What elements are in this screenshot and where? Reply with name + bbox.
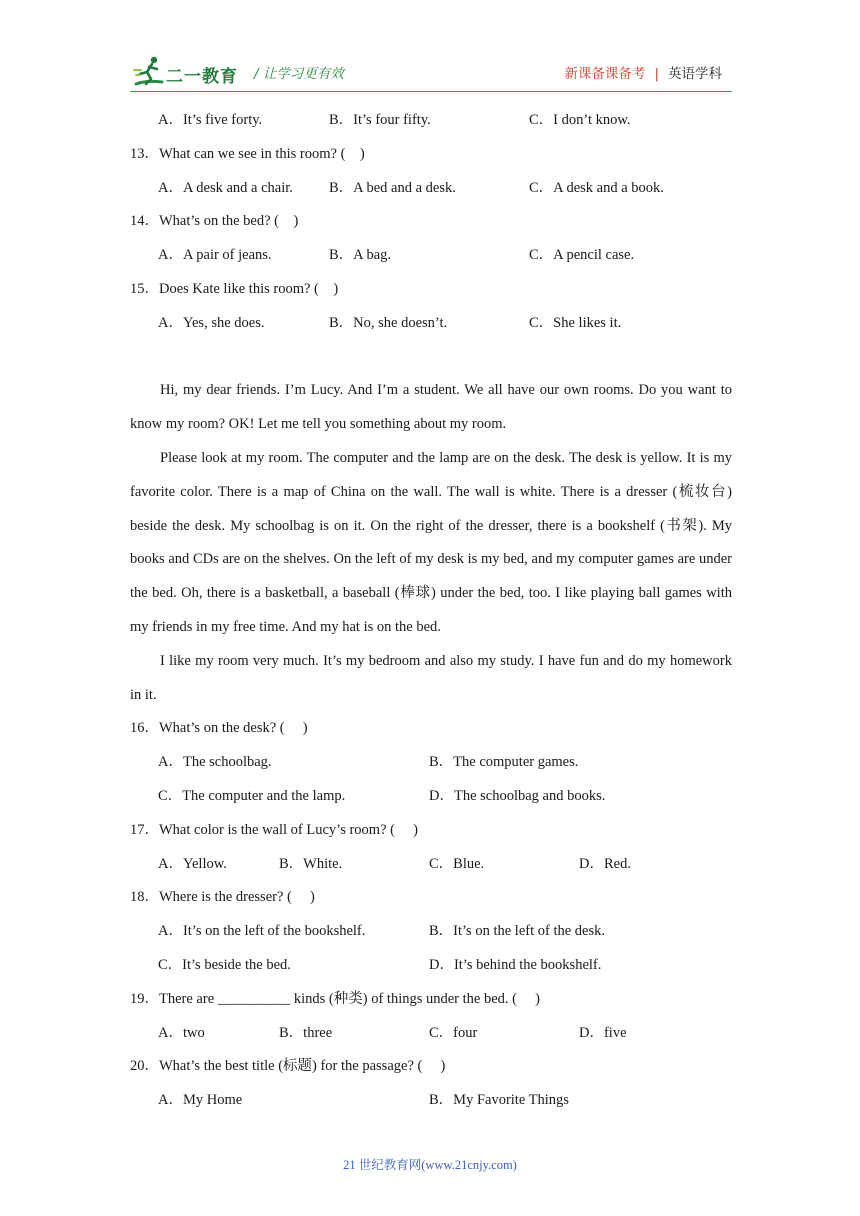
question-text: 14．What’s on the bed? ( ) xyxy=(130,213,299,230)
question-text: 18．Where is the dresser? ( ) xyxy=(130,889,315,906)
option-a: A．My Home xyxy=(158,1092,243,1109)
passage-paragraph-2: Please look at my room. The computer and the lamp are on the desk. The desk is yellow. It is my favorite color. There is a map of China on the wall. The wall is white. There is a dresser (梳妆台) beside the desk. My schoolbag is on it. On the right of the dresser, there is a bookshelf (书架). My books and CDs are on the shelves. On the left of my desk is my bed, and my computer games are under the bed. Oh, there is a basketball, a baseball (棒球) under the bed, too. I like playing ball games with my friends in my free time. And my hat is on the bed. xyxy=(130,449,732,635)
question-text: 17．What color is the wall of Lucy’s room? ( ) xyxy=(130,821,418,838)
option-c: C．four xyxy=(429,1024,478,1041)
passage-paragraph-1: Hi, my dear friends. I’m Lucy. And I’m a student. We all have our own rooms. Do you want to know my room? OK! Let me tell you something about my room. xyxy=(130,382,732,433)
question-16 xyxy=(130,712,732,746)
option-a: A．two xyxy=(158,1024,205,1041)
question-20 xyxy=(130,1050,732,1084)
question-text: 16．What’s on the desk? ( ) xyxy=(130,720,308,737)
logo-text: 二一教育 xyxy=(166,67,238,87)
question-text: 15．Does Kate like this room? ( ) xyxy=(130,280,339,297)
option-b: B．It’s on the left of the desk. xyxy=(429,923,605,940)
option-a: A．The schoolbag. xyxy=(158,754,272,771)
question-text: 19．There are __________ kinds (种类) of things under the bed. ( ) xyxy=(130,990,540,1007)
option-b: B．A bed and a desk. xyxy=(329,179,456,196)
question-14 xyxy=(130,205,732,239)
question-text: 13．What can we see in this room? ( ) xyxy=(130,145,365,162)
header-right xyxy=(564,62,722,82)
option-d: D．The schoolbag and books. xyxy=(429,787,606,804)
option-c: C．Blue. xyxy=(429,855,485,872)
header-divider xyxy=(130,91,732,92)
option-c: C．It’s beside the bed. xyxy=(158,956,291,973)
question-14-options xyxy=(130,239,732,273)
question-17 xyxy=(130,814,732,848)
question-13 xyxy=(130,138,732,172)
option-b: B．It’s four fifty. xyxy=(329,112,431,128)
option-c: C．She likes it. xyxy=(529,314,622,331)
question-17-options xyxy=(130,848,732,882)
runner-logo-icon xyxy=(132,54,166,88)
option-b: B．My Favorite Things xyxy=(429,1092,569,1109)
question-20-options xyxy=(130,1084,732,1118)
option-a: A．A desk and a chair. xyxy=(158,179,293,196)
question-19-options xyxy=(130,1017,732,1051)
question-18-options-row2 xyxy=(130,949,732,983)
exam-content xyxy=(130,104,732,1118)
question-16-options-row2 xyxy=(130,780,732,814)
question-18 xyxy=(130,881,732,915)
section-gap xyxy=(130,341,732,375)
option-c: C．I don’t know. xyxy=(529,112,631,128)
question-16-options-row1 xyxy=(130,746,732,780)
option-a: A．It’s five forty. xyxy=(158,112,263,128)
option-b: B．A bag. xyxy=(329,247,392,264)
option-d: D．five xyxy=(579,1024,627,1041)
question-15 xyxy=(130,273,732,307)
option-d: D．It’s behind the bookshelf. xyxy=(429,956,602,973)
brand-logo xyxy=(132,54,242,90)
option-b: B．No, she doesn’t. xyxy=(329,314,448,331)
option-c: C．A pencil case. xyxy=(529,247,635,264)
page-header xyxy=(0,0,860,92)
option-b: B．three xyxy=(279,1024,333,1041)
option-c: C．The computer and the lamp. xyxy=(158,787,346,804)
option-a: A．It’s on the left of the bookshelf. xyxy=(158,923,366,940)
header-separator: | xyxy=(654,66,659,82)
option-b: B．White. xyxy=(279,855,343,872)
question-15-options xyxy=(130,307,732,341)
question-18-options-row1 xyxy=(130,915,732,949)
option-a: A．Yes, she does. xyxy=(158,314,265,331)
header-title: 新课备课备考 xyxy=(564,66,646,82)
question-12-options xyxy=(130,104,732,138)
option-a: A．A pair of jeans. xyxy=(158,247,272,264)
question-13-options xyxy=(130,172,732,206)
option-b: B．The computer games. xyxy=(429,754,579,771)
page-footer: 21 世纪教育网(www.21cnjy.com) xyxy=(343,1158,517,1172)
question-text: 20．What’s the best title (标题) for the passage? ( ) xyxy=(130,1058,446,1075)
header-subject: 英语学科 xyxy=(668,66,722,82)
passage-paragraph-3: I like my room very much. It’s my bedroom and also my study. I have fun and do my homework in it. xyxy=(130,652,732,703)
option-d: D．Red. xyxy=(579,855,631,872)
slogan: / 让学习更有效 xyxy=(254,66,344,82)
option-a: A．Yellow. xyxy=(158,855,227,872)
question-19 xyxy=(130,983,732,1017)
option-c: C．A desk and a book. xyxy=(529,179,664,196)
